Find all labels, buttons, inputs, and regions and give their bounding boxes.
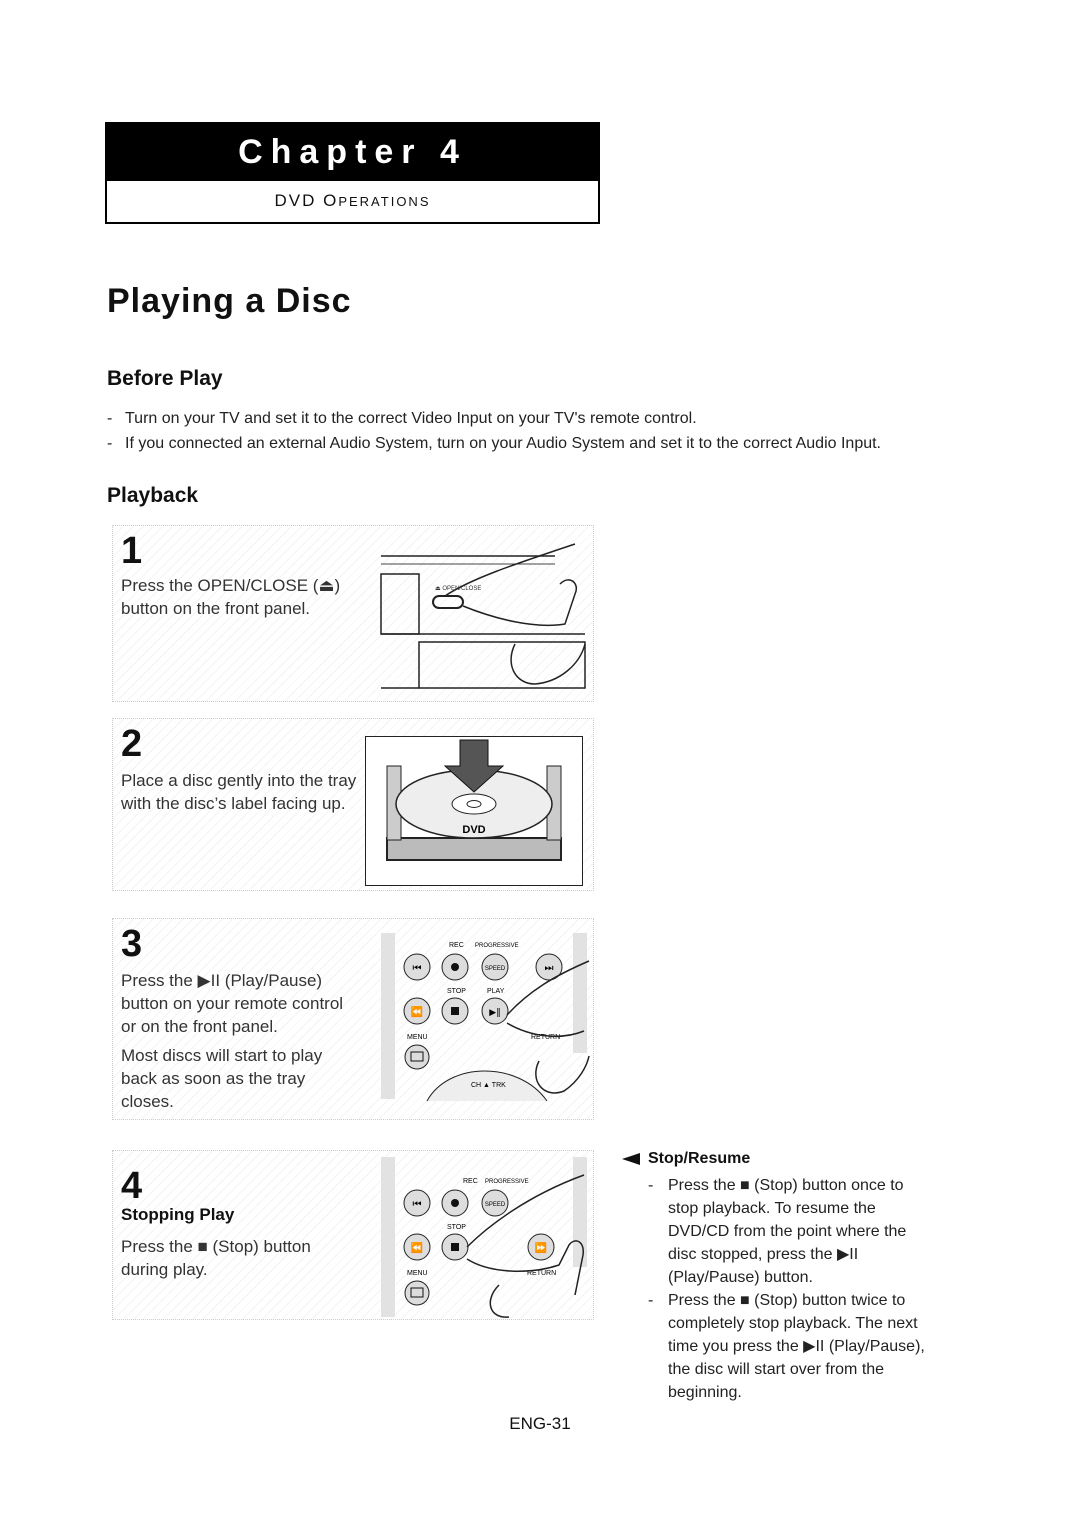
svg-text:⏪: ⏪	[410, 1007, 424, 1018]
step-line: back as soon as the tray	[121, 1069, 306, 1088]
progressive-label: PROGRESSIVE	[475, 943, 519, 949]
step-line: Press the OPEN/CLOSE (⏏)	[121, 576, 341, 595]
step-line: Most discs will start to play	[121, 1046, 323, 1065]
open-close-label: ⏏ OPEN/CLOSE	[435, 586, 482, 592]
page-title: Playing a Disc	[107, 282, 352, 320]
step-number: 3	[121, 923, 143, 965]
disc-tray-illustration	[365, 736, 583, 886]
svg-text:⏮: ⏮	[412, 963, 422, 974]
step-1	[112, 525, 594, 702]
svg-text:⏭: ⏭	[544, 963, 554, 974]
list-item: - If you connected an external Audio System, turn on your Audio System and set it to the correct Audio Input.	[107, 431, 881, 456]
step-line: with the disc’s label facing up.	[121, 794, 346, 813]
step-text	[121, 769, 356, 815]
before-play-list	[107, 406, 881, 456]
list-item: - Press the ■ (Stop) button once to stop playback. To resume the DVD/CD from the point where the disc stopped, press the ▶II (Play/Pause) button.	[622, 1174, 952, 1289]
menu-label: MENU	[407, 1270, 428, 1277]
stop-resume-list	[622, 1174, 952, 1404]
step-2	[112, 718, 594, 891]
step-text	[121, 574, 340, 620]
svg-text:⏩: ⏩	[534, 1243, 548, 1254]
progressive-label: PROGRESSIVE	[485, 1179, 529, 1185]
speed-label: SPEED	[484, 1202, 506, 1208]
return-label: RETURN	[527, 1270, 557, 1277]
chapter-subtitle	[107, 181, 598, 211]
step-number: 4	[121, 1165, 143, 1207]
svg-text:⏮: ⏮	[412, 1199, 422, 1210]
stop-label: STOP	[447, 1224, 466, 1231]
list-item: - Press the ■ (Stop) button twice to completely stop playback. The next time you press the ▶II (Play/Pause), the disc will start over from the beginning.	[622, 1289, 952, 1404]
step-line: Press the ■ (Stop) button	[121, 1237, 311, 1256]
step-subtitle: Stopping Play	[121, 1205, 235, 1224]
menu-label: MENU	[407, 1034, 428, 1041]
list-item: - Turn on your TV and set it to the correct Video Input on your TV's remote control.	[107, 406, 881, 431]
return-label: RETURN	[531, 1034, 561, 1041]
stop-resume-title	[622, 1150, 952, 1168]
step-text	[121, 969, 343, 1113]
step-line: Press the ▶II (Play/Pause)	[121, 971, 323, 990]
chapter-subtitle-first: DVD O	[274, 191, 339, 210]
svg-text:▶‖: ▶‖	[489, 1008, 501, 1018]
dvd-logo: DVD	[462, 824, 486, 836]
chapter-title: Chapter 4	[107, 124, 598, 181]
stop-label: STOP	[447, 988, 466, 995]
step-number: 2	[121, 723, 143, 765]
remote-stop-illustration	[379, 1155, 591, 1319]
speed-label: SPEED	[484, 966, 506, 972]
step-line: button on the front panel.	[121, 599, 311, 618]
step-text	[121, 1235, 311, 1281]
step-number: 1	[121, 530, 143, 572]
play-label: PLAY	[487, 988, 505, 995]
ch-trk-label: CH ▲ TRK	[471, 1082, 506, 1089]
pointer-icon	[622, 1153, 640, 1165]
rec-label: REC	[449, 942, 464, 949]
remote-play-illustration	[379, 931, 591, 1105]
playback-heading: Playback	[107, 484, 199, 507]
step-3	[112, 918, 594, 1120]
page-number: ENG-31	[509, 1414, 571, 1433]
step-4	[112, 1150, 594, 1320]
chapter-subtitle-rest: PERATIONS	[338, 194, 431, 209]
step-line: closes.	[121, 1092, 174, 1111]
svg-text:⏪: ⏪	[410, 1243, 424, 1254]
step-line: during play.	[121, 1260, 208, 1279]
front-panel-illustration	[375, 534, 591, 699]
step-line: button on your remote control	[121, 994, 344, 1013]
stop-resume-note	[622, 1150, 952, 1404]
before-play-heading: Before Play	[107, 367, 223, 390]
chapter-banner	[105, 122, 600, 224]
step-line: or on the front panel.	[121, 1017, 278, 1036]
rec-label: REC	[463, 1178, 478, 1185]
step-line: Place a disc gently into the tray	[121, 771, 357, 790]
stop-resume-title-text: Stop/Resume	[648, 1150, 751, 1167]
